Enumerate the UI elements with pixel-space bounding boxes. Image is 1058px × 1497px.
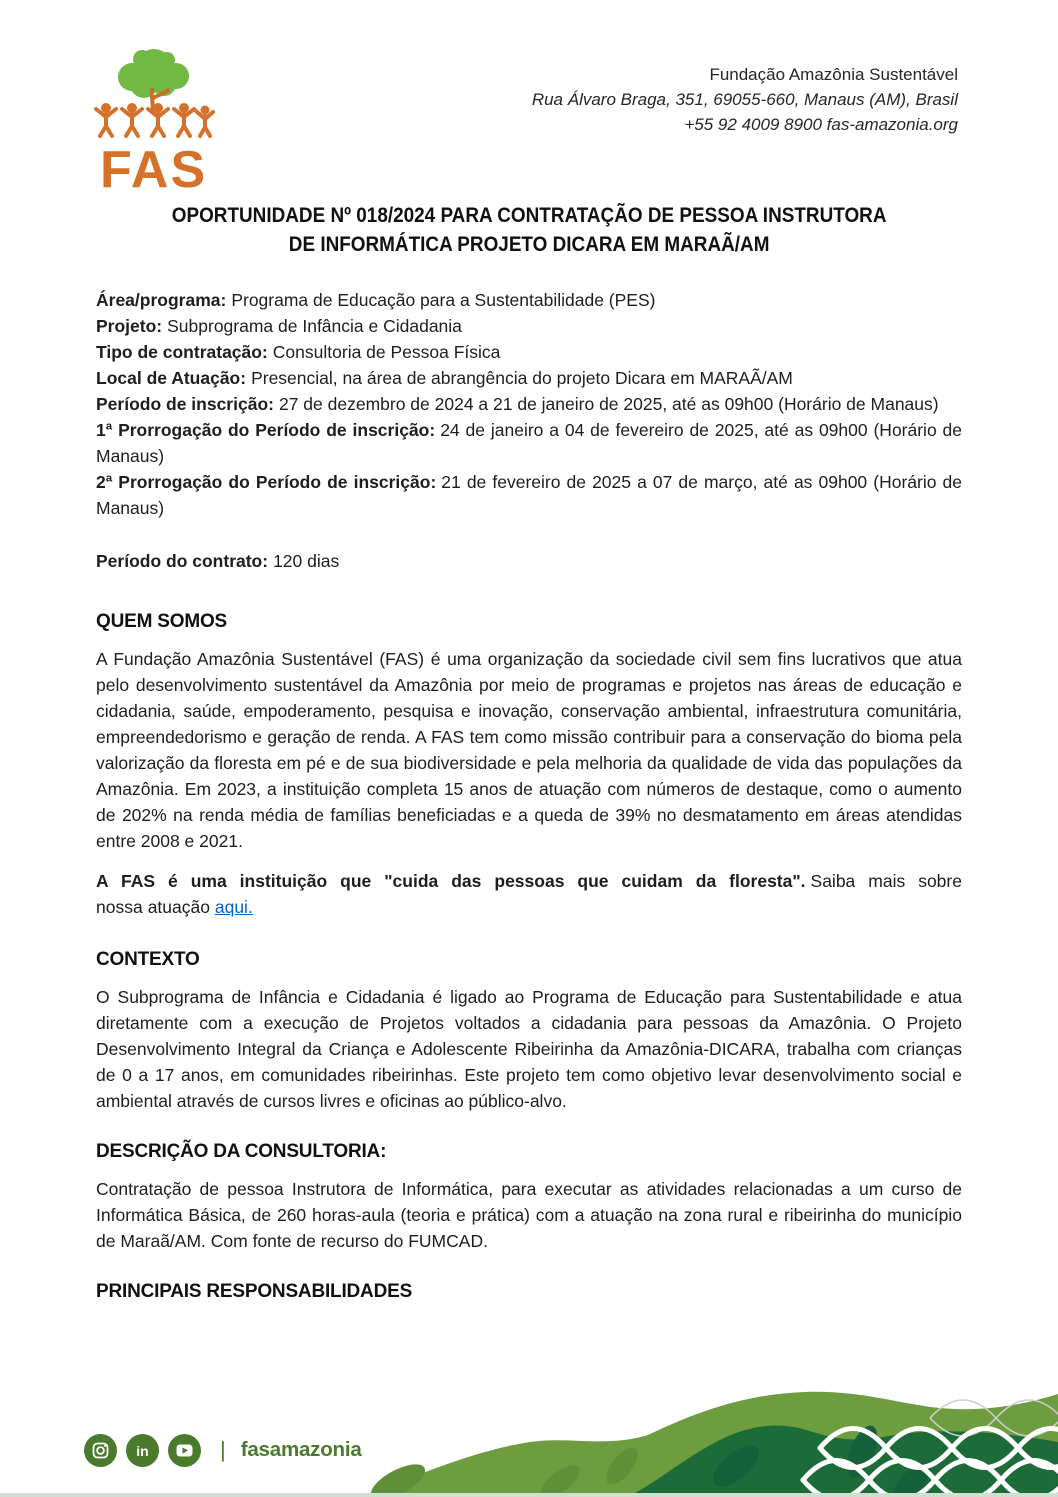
org-address: Rua Álvaro Braga, 351, 69055-660, Manaus (AM), Brasil bbox=[531, 90, 958, 109]
section-heading-quem-somos: QUEM SOMOS bbox=[96, 611, 228, 632]
section-heading-principais: PRINCIPAIS RESPONSABILIDADES bbox=[96, 1281, 413, 1302]
section-heading-descricao: DESCRIÇÃO DA CONSULTORIA: bbox=[96, 1141, 387, 1162]
fas-logo bbox=[92, 46, 222, 194]
social-bar bbox=[84, 1432, 362, 1468]
field-periodo-inscricao bbox=[96, 391, 962, 417]
descricao-paragraph: Contratação de pessoa Instrutora de Informática, para executar as atividades relacionadas a um curso de Informática Básica, de 260 horas-aula (teoria e prática) com a atuação na zona rural e ribeirinha do município de Maraã/AM. Com fonte de recurso do FUMCAD. bbox=[96, 1179, 962, 1251]
linkedin-icon[interactable] bbox=[126, 1434, 159, 1467]
field-projeto bbox=[96, 313, 962, 339]
field-prorrogacao-1 bbox=[96, 417, 962, 469]
org-phone-site: +55 92 4009 8900 fas-amazonia.org bbox=[684, 115, 958, 134]
title-line-1: OPORTUNIDADE Nº 018/2024 PARA CONTRATAÇÃO DE PESSOA INSTRUTORA bbox=[171, 203, 887, 227]
aqui-link[interactable]: aqui. bbox=[214, 897, 253, 917]
field-label: Período do contrato: bbox=[96, 551, 269, 571]
field-value: 21 de fevereiro de 2025 a 07 de março, até as 09h00 (Horário de Manaus) bbox=[96, 472, 962, 518]
field-value: Consultoria de Pessoa Física bbox=[272, 342, 501, 362]
org-name: Fundação Amazônia Sustentável bbox=[709, 65, 958, 84]
header-contact-block bbox=[532, 62, 958, 137]
field-value: Subprograma de Infância e Cidadania bbox=[167, 316, 462, 336]
footer-bottom-strip bbox=[0, 1493, 1058, 1497]
field-periodo-contrato bbox=[96, 548, 962, 574]
page-title bbox=[0, 201, 1058, 259]
mission-statement bbox=[96, 868, 962, 920]
footer-wave-art bbox=[0, 1330, 1058, 1497]
field-label: 1ª Prorrogação do Período de inscrição: bbox=[96, 420, 436, 440]
field-label: Período de inscrição: bbox=[96, 394, 274, 414]
section-heading-contexto: CONTEXTO bbox=[96, 949, 200, 970]
field-tipo-contratacao bbox=[96, 339, 962, 365]
field-value: Presencial, na área de abrangência do projeto Dicara em MARAÃ/AM bbox=[251, 368, 793, 388]
field-area-programa bbox=[96, 287, 962, 313]
svg-text:in: in bbox=[136, 1442, 149, 1459]
youtube-icon[interactable] bbox=[168, 1434, 201, 1467]
field-local-atuacao bbox=[96, 365, 962, 391]
field-label: Local de Atuação: bbox=[96, 368, 247, 388]
document-body bbox=[96, 287, 962, 1304]
field-label: Área/programa: bbox=[96, 290, 227, 310]
field-label: Tipo de contratação: bbox=[96, 342, 268, 362]
field-value: 120 dias bbox=[273, 551, 340, 571]
title-line-2: DE INFORMÁTICA PROJETO DICARA EM MARAÃ/AM bbox=[288, 232, 770, 256]
field-value: 24 de janeiro a 04 de fevereiro de 2025, até as 09h00 (Horário de Manaus) bbox=[96, 420, 963, 466]
quem-somos-paragraph: A Fundação Amazônia Sustentável (FAS) é uma organização da sociedade civil sem fins lucrativos que atua pelo desenvolvimento sustentável da Amazônia por meio de programas e projetos nas áreas de educação e cidadania, saúde, empoderamento, pesquisa e inovação, conservação ambiental, infraestrutura comunitária, empreendedorismo e geração de renda. A FAS tem como missão contribuir para a conservação do bioma pela valorização da floresta em pé e de sua biodiversidade e pela melhoria da qualidade de vida das populações da Amazônia. Em 2023, a instituição completa 15 anos de atuação com números de destaque, como o aumento de 202% na renda média de famílias beneficiadas e a queda de 39% no desmatamento em áreas atendidas entre 2008 e 2021. bbox=[96, 649, 962, 851]
mission-more-2: atuação bbox=[147, 897, 210, 917]
instagram-icon[interactable] bbox=[84, 1434, 117, 1467]
field-label: 2ª Prorrogação do Período de inscrição: bbox=[96, 472, 437, 492]
field-prorrogacao-2 bbox=[96, 469, 962, 521]
social-separator: | bbox=[220, 1437, 226, 1462]
social-handle[interactable]: fasamazonia bbox=[240, 1438, 362, 1461]
field-value: Programa de Educação para a Sustentabilidade (PES) bbox=[231, 290, 656, 310]
logo-wordmark: FAS bbox=[100, 141, 208, 194]
mission-highlight: A FAS é uma instituição que "cuida das pessoas que cuidam da floresta". bbox=[96, 871, 806, 891]
mission-more: Saiba mais sobre nossa bbox=[96, 871, 962, 917]
contexto-paragraph: O Subprograma de Infância e Cidadania é ligado ao Programa de Educação para Sustentabilidade e atua diretamente com a execução de Projetos voltados a cidadania para pessoas da Amazônia. O Projeto Desenvolvimento Integral da Criança e Adolescente Ribeirinha da Amazônia-DICARA, trabalha com crianças de 0 a 17 anos, em comunidades ribeirinhas. Este projeto tem como objetivo levar desenvolvimento social e ambiental através de cursos livres e oficinas ao público-alvo. bbox=[96, 987, 962, 1111]
people-icon bbox=[96, 103, 213, 136]
field-value: 27 de dezembro de 2024 a 21 de janeiro de 2025, até as 09h00 (Horário de Manaus) bbox=[278, 394, 939, 414]
field-label: Projeto: bbox=[96, 316, 163, 336]
